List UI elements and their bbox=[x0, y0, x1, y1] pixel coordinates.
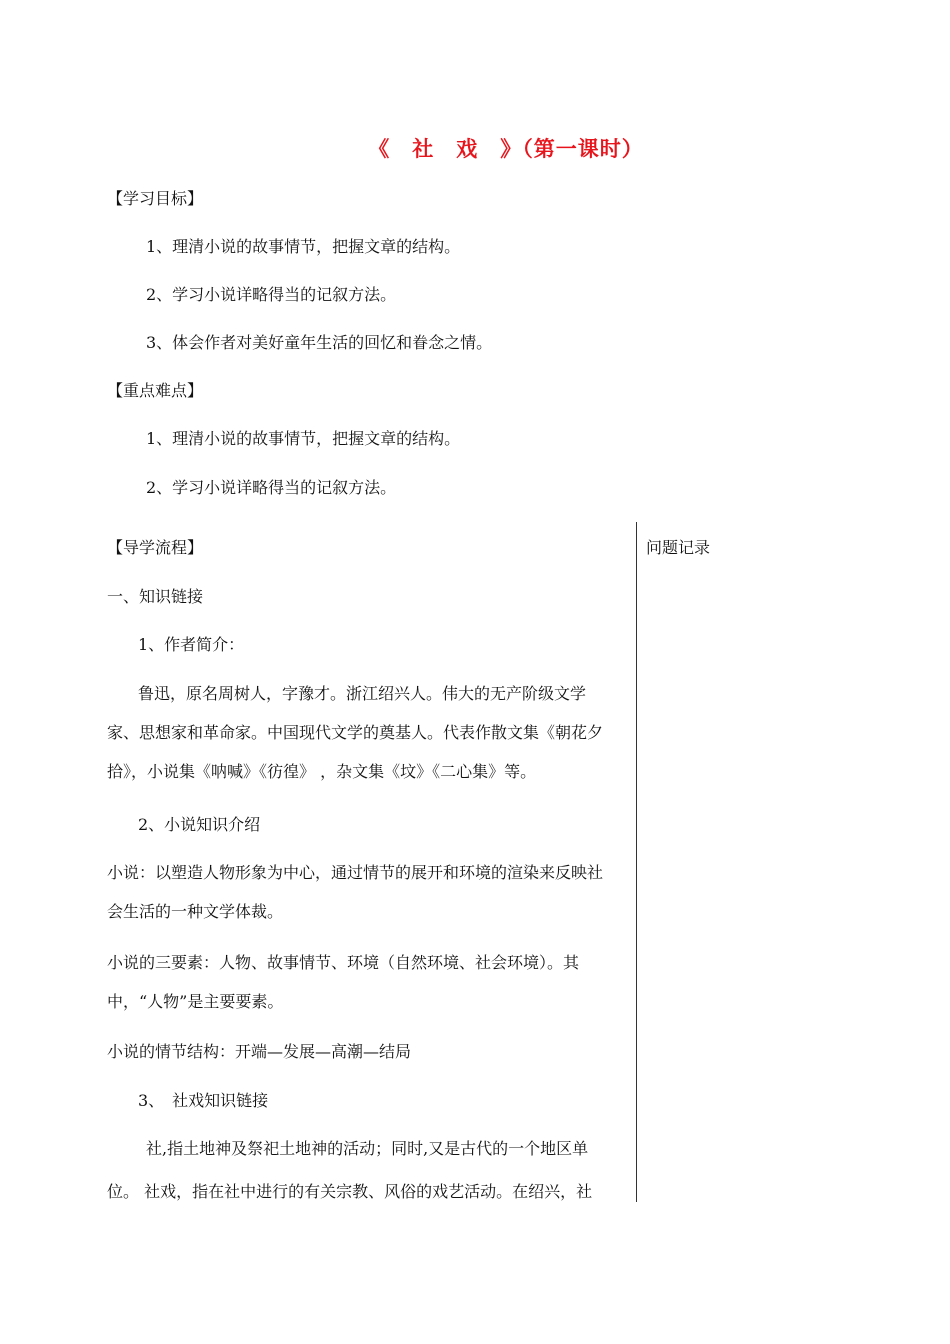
author-line: 家、思想家和革命家。中国现代文学的奠基人。代表作散文集《朝花夕 bbox=[107, 723, 604, 742]
key-point-item: 2、学习小说详略得当的记叙方法。 bbox=[146, 478, 397, 497]
shexi-heading: 3、 社戏知识链接 bbox=[138, 1091, 269, 1110]
plot-structure-line: 小说的情节结构：开端—发展—高潮—结局 bbox=[107, 1042, 412, 1061]
novel-heading: 2、小说知识介绍 bbox=[138, 815, 261, 834]
author-line: 鲁迅，原名周树人，字豫才。浙江绍兴人。伟大的无产阶级文学 bbox=[138, 684, 587, 703]
elements-line: 中，“人物”是主要要素。 bbox=[107, 992, 284, 1011]
goals-heading: 【学习目标】 bbox=[107, 189, 204, 208]
goal-item: 1、理清小说的故事情节，把握文章的结构。 bbox=[146, 237, 461, 256]
novel-definition-line: 小说：以塑造人物形象为中心，通过情节的展开和环境的渲染来反映社 bbox=[107, 863, 604, 882]
column-divider bbox=[636, 522, 637, 1202]
shexi-line: 社,指土地神及祭祀土地神的活动；同时,又是古代的一个地区单 bbox=[146, 1139, 589, 1158]
lesson-title: 《 社 戏 》（第一课时） bbox=[368, 137, 644, 161]
notes-heading: 问题记录 bbox=[646, 538, 711, 557]
author-heading: 1、作者简介： bbox=[138, 635, 245, 654]
shexi-line: 位。 社戏，指在社中进行的有关宗教、风俗的戏艺活动。在绍兴，社 bbox=[107, 1182, 593, 1201]
novel-definition-line: 会生活的一种文学体裁。 bbox=[107, 902, 284, 921]
goal-item: 2、学习小说详略得当的记叙方法。 bbox=[146, 285, 397, 304]
key-points-heading: 【重点难点】 bbox=[107, 381, 204, 400]
guide-heading: 【导学流程】 bbox=[107, 538, 204, 557]
author-line: 拾》，小说集《呐喊》《彷徨》 ，杂文集《坟》《二心集》等。 bbox=[107, 762, 537, 781]
section-heading: 一、知识链接 bbox=[107, 587, 204, 606]
elements-line: 小说的三要素：人物、故事情节、环境（自然环境、社会环境）。其 bbox=[107, 953, 580, 972]
goal-item: 3、体会作者对美好童年生活的回忆和眷念之情。 bbox=[146, 333, 493, 352]
key-point-item: 1、理清小说的故事情节，把握文章的结构。 bbox=[146, 429, 461, 448]
